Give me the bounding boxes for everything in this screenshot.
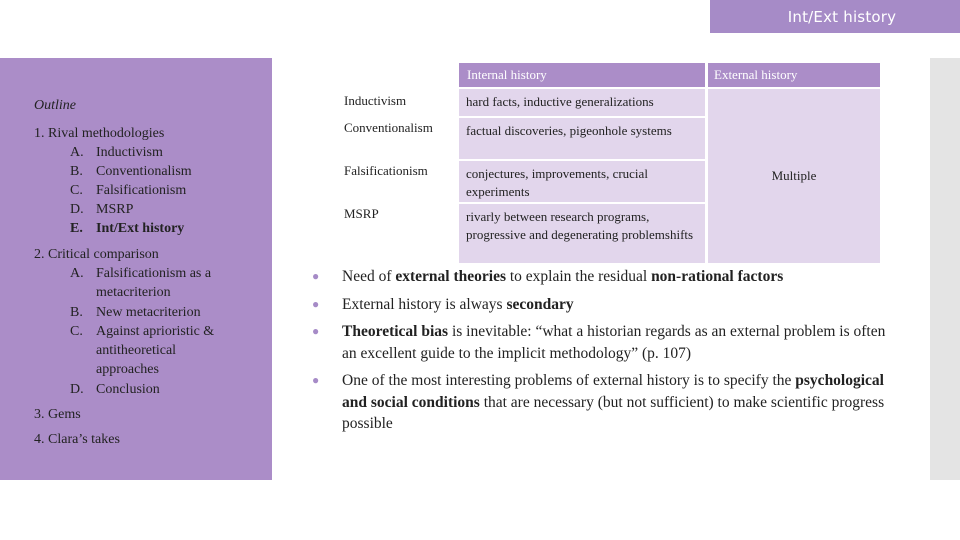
bullet-item: ● Theoretical bias is inevitable: “what a historian regards as an external problem is often an excellent guide to the implicit methodology” (p. 107) bbox=[312, 323, 886, 362]
row-internal-inductivism: hard facts, inductive generalizations bbox=[459, 89, 705, 116]
row-label-conventionalism: Conventionalism bbox=[337, 116, 456, 159]
bullet-icon: ● bbox=[312, 296, 320, 311]
slide-title: Int/Ext history bbox=[787, 7, 897, 26]
header-external-history: External history bbox=[708, 63, 880, 87]
bullet-item: ● Need of external theories to explain the residual non-rational factors bbox=[312, 266, 902, 288]
outline-item: A. Inductivism bbox=[70, 145, 163, 160]
right-decor-bar bbox=[930, 58, 960, 480]
outline-heading: Outline bbox=[34, 98, 76, 113]
row-internal-msrp: rivarly between research programs, progressive and degenerating problemshifts bbox=[459, 204, 705, 263]
outline-section-4: 4. Clara’s takes bbox=[34, 432, 120, 447]
outline-item: C. Against aprioristic & antitheoretical approaches bbox=[70, 324, 215, 377]
row-label-inductivism: Inductivism bbox=[337, 89, 456, 116]
outline-item-current: E. Int/Ext history bbox=[70, 221, 185, 236]
slide-title-box bbox=[710, 0, 960, 33]
bullet-item: ● External history is always secondary bbox=[312, 294, 902, 316]
header-internal-history: Internal history bbox=[459, 63, 705, 87]
bullet-icon: ● bbox=[312, 373, 320, 387]
row-internal-falsificationism: conjectures, improvements, crucial experiments bbox=[459, 161, 705, 202]
outline-item: D. MSRP bbox=[70, 202, 134, 217]
bullet-list bbox=[312, 266, 902, 441]
external-history-cell: Multiple bbox=[708, 89, 880, 263]
row-internal-conventionalism: factual discoveries, pigeonhole systems bbox=[459, 118, 705, 159]
outline-section-2: 2. Critical comparison bbox=[34, 247, 159, 262]
outline-item: B. New metacriterion bbox=[70, 305, 201, 320]
outline-section-1: 1. Rival methodologies bbox=[34, 126, 165, 141]
outline-sidebar bbox=[0, 58, 272, 480]
outline-item: C. Falsificationism bbox=[70, 183, 187, 198]
outline-item: D. Conclusion bbox=[70, 382, 160, 397]
outline-item: B. Conventionalism bbox=[70, 164, 192, 179]
outline-section-3: 3. Gems bbox=[34, 407, 81, 422]
row-label-msrp: MSRP bbox=[337, 202, 456, 263]
outline-item: A. Falsificationism as a metacriterion bbox=[70, 266, 212, 300]
bullet-item: ● One of the most interesting problems of external history is to specify the psychological and social conditions that are necessary (but not sufficient) to make scientific progress possible bbox=[312, 372, 885, 432]
bullet-icon: ● bbox=[312, 269, 320, 283]
row-label-falsificationism: Falsificationism bbox=[337, 159, 456, 202]
bullet-icon: ● bbox=[312, 324, 320, 338]
